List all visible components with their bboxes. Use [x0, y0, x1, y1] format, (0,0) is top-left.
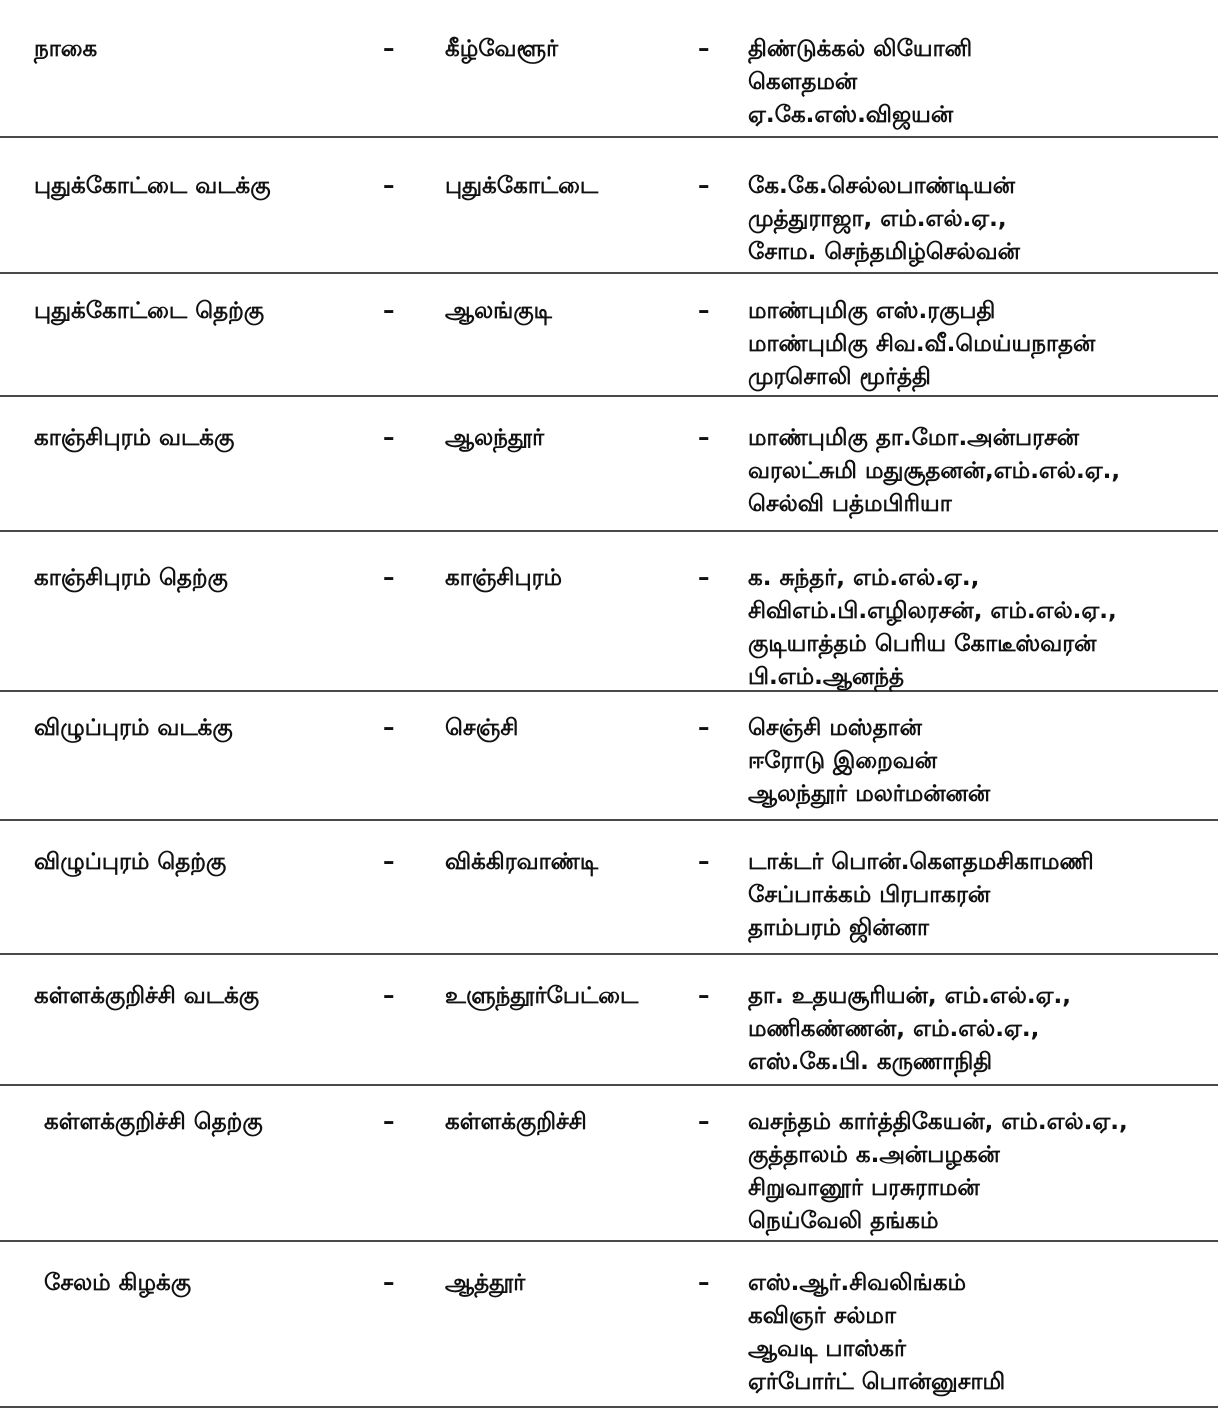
person-name: குத்தாலம் க.அன்பழகன் — [748, 1142, 1000, 1168]
constituency-name: ஆலந்தூர் — [445, 425, 545, 451]
constituency-name: செஞ்சி — [445, 715, 519, 741]
district-name: புதுக்கோட்டை தெற்கு — [34, 298, 265, 324]
people-list — [748, 980, 1071, 1079]
person-name: ஏ.கே.எஸ்.விஜயன் — [748, 102, 954, 128]
person-name: சிறுவானூர் பரசுராமன் — [748, 1175, 980, 1201]
person-name: எஸ்.கே.பி. கருணாநிதி — [748, 1049, 993, 1075]
district-name: சேலம் கிழக்கு — [44, 1270, 192, 1296]
people-list — [748, 33, 972, 132]
person-name: தாம்பரம் ஜின்னா — [748, 915, 930, 941]
person-name: சேப்பாக்கம் பிரபாகரன் — [748, 882, 991, 908]
person-name: செஞ்சி மஸ்தான் — [748, 715, 922, 741]
separator-dash: – — [383, 1109, 395, 1135]
people-list — [748, 170, 1020, 269]
person-name: சோம. செந்தமிழ்செல்வன் — [748, 239, 1020, 265]
person-name: பி.எம்.ஆனந்த் — [748, 664, 905, 690]
separator-dash: – — [383, 849, 395, 875]
person-name: ஈரோடு இறைவன் — [748, 748, 938, 774]
separator-dash: – — [383, 715, 395, 741]
separator-dash: – — [383, 425, 395, 451]
separator-dash: – — [383, 983, 395, 1009]
separator-dash: – — [698, 425, 710, 451]
person-name: நெய்வேலி தங்கம் — [748, 1208, 939, 1234]
constituency-name: ஆத்தூர் — [445, 1270, 526, 1296]
person-name: குடியாத்தம் பெரிய கோடீஸ்வரன் — [748, 631, 1097, 657]
separator-dash: – — [383, 565, 395, 591]
separator-dash: – — [698, 715, 710, 741]
person-name: கே.கே.செல்லபாண்டியன் — [748, 173, 1016, 199]
person-name: க. சுந்தர், எம்.எல்.ஏ., — [748, 565, 980, 591]
person-name: மாண்புமிகு சிவ.வீ.மெய்யநாதன் — [748, 331, 1096, 357]
table-row — [0, 821, 1218, 955]
person-name: வரலட்சுமி மதுசூதனன்,எம்.எல்.ஏ., — [748, 458, 1121, 484]
separator-dash: – — [698, 1270, 710, 1296]
person-name: ஆவடி பாஸ்கர் — [748, 1336, 906, 1362]
district-name: காஞ்சிபுரம் தெற்கு — [34, 565, 228, 591]
table-row — [0, 532, 1218, 692]
person-name: மாண்புமிகு தா.மோ.அன்பரசன் — [748, 425, 1080, 451]
table-row — [0, 692, 1218, 821]
person-name: வசந்தம் கார்த்திகேயன், எம்.எல்.ஏ., — [748, 1109, 1128, 1135]
person-name: எஸ்.ஆர்.சிவலிங்கம் — [748, 1270, 967, 1296]
people-list — [748, 846, 1094, 945]
person-name: மணிகண்ணன், எம்.எல்.ஏ., — [748, 1016, 1040, 1042]
table-row — [0, 274, 1218, 397]
people-list — [748, 422, 1120, 521]
constituency-name: உளுந்தூர்பேட்டை — [445, 983, 639, 1009]
person-name: மாண்புமிகு எஸ்.ரகுபதி — [748, 298, 996, 324]
person-name: செல்வி பத்மபிரியா — [748, 491, 952, 517]
separator-dash: – — [698, 1109, 710, 1135]
people-list — [748, 1267, 1005, 1399]
constituency-name: கள்ளக்குறிச்சி — [445, 1109, 587, 1135]
separator-dash: – — [383, 1270, 395, 1296]
person-name: கவிஞர் சல்மா — [748, 1303, 896, 1329]
table-row — [0, 138, 1218, 274]
person-name: சிவிஎம்.பி.எழிலரசன், எம்.எல்.ஏ., — [748, 598, 1117, 624]
person-name: முரசொலி மூர்த்தி — [748, 364, 931, 390]
people-list — [748, 712, 990, 811]
separator-dash: – — [383, 173, 395, 199]
separator-dash: – — [698, 849, 710, 875]
people-list — [748, 562, 1117, 694]
person-name: கௌதமன் — [748, 69, 858, 95]
person-name: ஆலந்தூர் மலர்மன்னன் — [748, 781, 991, 807]
district-name: விழுப்புரம் தெற்கு — [34, 849, 227, 875]
table-row — [0, 0, 1218, 138]
table-row — [0, 1242, 1218, 1408]
constituency-name: புதுக்கோட்டை — [445, 173, 599, 199]
constituency-name: காஞ்சிபுரம் — [445, 565, 562, 591]
district-name: நாகை — [34, 36, 98, 62]
separator-dash: – — [698, 173, 710, 199]
person-name: டாக்டர் பொன்.கௌதமசிகாமணி — [748, 849, 1094, 875]
district-name: புதுக்கோட்டை வடக்கு — [34, 173, 271, 199]
separator-dash: – — [698, 298, 710, 324]
person-name: ஏர்போர்ட் பொன்னுசாமி — [748, 1369, 1006, 1395]
constituency-name: விக்கிரவாண்டி — [445, 849, 599, 875]
constituency-name: ஆலங்குடி — [445, 298, 552, 324]
constituency-name: கீழ்வேளூர் — [445, 36, 559, 62]
district-name: காஞ்சிபுரம் வடக்கு — [34, 425, 235, 451]
separator-dash: – — [383, 298, 395, 324]
table-row — [0, 955, 1218, 1086]
separator-dash: – — [383, 36, 395, 62]
person-name: முத்துராஜா, எம்.எல்.ஏ., — [748, 206, 1007, 232]
separator-dash: – — [698, 565, 710, 591]
district-name: கள்ளக்குறிச்சி தெற்கு — [44, 1109, 263, 1135]
person-name: தா. உதயசூரியன், எம்.எல்.ஏ., — [748, 983, 1071, 1009]
separator-dash: – — [698, 983, 710, 1009]
table-row — [0, 397, 1218, 532]
district-name: கள்ளக்குறிச்சி வடக்கு — [34, 983, 260, 1009]
district-name: விழுப்புரம் வடக்கு — [34, 715, 233, 741]
people-list — [748, 1106, 1128, 1238]
people-list — [748, 295, 1095, 394]
person-name: திண்டுக்கல் லியோனி — [748, 36, 973, 62]
table-row — [0, 1086, 1218, 1242]
separator-dash: – — [698, 36, 710, 62]
